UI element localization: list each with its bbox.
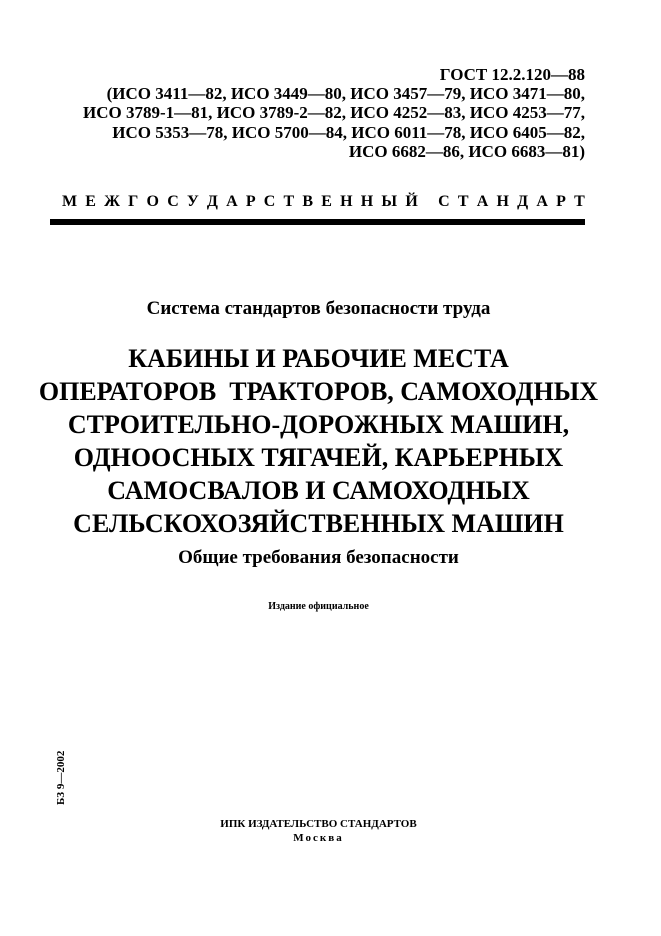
interstate-standard-heading [62, 193, 585, 211]
heading-letter: Й [405, 193, 418, 210]
document-designation [83, 65, 585, 161]
title-line: САМОСВАЛОВ И САМОХОДНЫХ [107, 476, 530, 505]
heading-letter: Е [85, 193, 96, 210]
iso-line: ИСО 5353—78, ИСО 5700—84, ИСО 6011—78, ИСО 6405—82, [112, 122, 585, 142]
heading-letter: Г [128, 193, 139, 210]
title-line: СТРОИТЕЛЬНО-ДОРОЖНЫХ МАШИН, [67, 410, 570, 439]
heading-letter: О [146, 193, 159, 210]
heading-letter: Е [321, 193, 332, 210]
heading-letter: Т [457, 193, 469, 210]
document-subtitle: Общие требования безопасности [178, 547, 459, 568]
heading-letter: А [226, 193, 238, 210]
iso-line: (ИСО 3411—82, ИСО 3449—80, ИСО 3457—79, ИСО 3471—80, [106, 84, 585, 104]
heading-letter: С [167, 193, 179, 210]
title-line: КАБИНЫ И РАБОЧИЕ МЕСТА [128, 344, 509, 373]
edition-note: Издание официальное [268, 601, 369, 612]
iso-line: ИСО 6682—86, ИСО 6683—81) [348, 141, 585, 161]
heading-letter: С [438, 193, 450, 210]
heading-letter: У [186, 193, 199, 210]
heading-letter: А [536, 193, 548, 210]
heading-letter: С [263, 193, 276, 210]
publisher-block [0, 817, 637, 845]
iso-line: ИСО 3789-1—81, ИСО 3789-2—82, ИСО 4252—83, ИСО 4253—77, [83, 103, 585, 123]
side-code: БЗ 9—2002 [55, 750, 67, 805]
publisher: ИПК ИЗДАТЕЛЬСТВО СТАНДАРТОВ [220, 818, 417, 830]
heading-letter: Н [340, 193, 353, 210]
heading-letter [426, 193, 430, 211]
gost-number: ГОСТ 12.2.120—88 [439, 65, 585, 84]
heading-letter: Ж [104, 193, 120, 210]
heading-letter: Т [283, 193, 295, 210]
heading-letter: Н [496, 193, 509, 210]
heading-letter: В [302, 193, 314, 210]
heading-letter: М [62, 193, 78, 210]
title-line: ОПЕРАТОРОВ ТРАКТОРОВ, САМОХОДНЫХ [38, 377, 599, 406]
heading-letter: Д [206, 193, 218, 210]
heading-letter: Ы [381, 193, 398, 210]
heading-letter: Д [517, 193, 529, 210]
document-title [0, 342, 637, 540]
divider-bar [50, 219, 585, 225]
heading-letter: Н [360, 193, 374, 210]
heading-letter: Р [245, 193, 256, 210]
heading-letter: Р [556, 193, 566, 210]
title-line: ОДНООСНЫХ ТЯГАЧЕЙ, КАРЬЕРНЫХ [73, 443, 564, 472]
heading-letter: А [476, 193, 489, 210]
title-line: СЕЛЬСКОХОЗЯЙСТВЕННЫХ МАШИН [73, 509, 564, 538]
city: Москва [293, 832, 344, 844]
heading-letter: Т [574, 193, 585, 210]
series-title: Система стандартов безопасности труда [146, 298, 491, 319]
